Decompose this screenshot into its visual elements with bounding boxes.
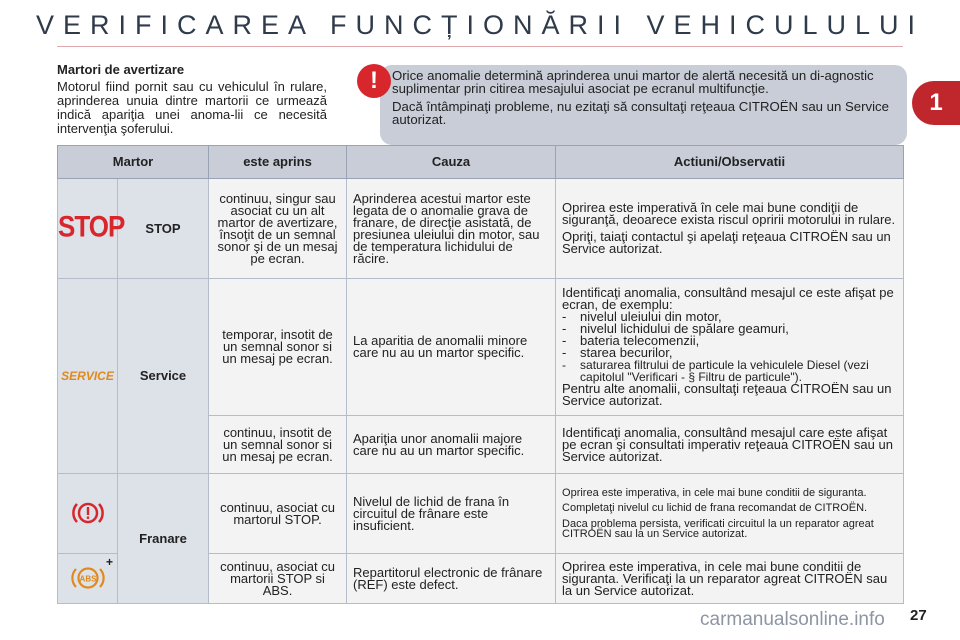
brake-icon-cell	[58, 474, 118, 554]
service-action-1	[556, 279, 904, 416]
brake-lit-1: continuu, asociat cu martorul STOP.	[209, 474, 347, 554]
header-actiuni: Actiuni/Observatii	[556, 146, 904, 179]
brake-warning-icon	[70, 498, 106, 528]
notice-paragraph-2: Dacă întâmpinaţi probleme, nu ezitaţi să consultaţi reţeaua CITROËN sau un Service autorizat.	[392, 99, 889, 127]
chapter-tab[interactable]: 1	[912, 81, 960, 125]
brake-action-1	[556, 474, 904, 554]
service-icon-cell	[58, 279, 118, 474]
brake-name: Franare	[118, 474, 209, 604]
header-cauza: Cauza	[347, 146, 556, 179]
service-action-2: Identificaţi anomalia, consultând mesajul care este afişat pe ecran şi consultati imperativ reţeaua CITROËN sau un Service autorizat.	[556, 416, 904, 474]
warning-lights-table	[57, 145, 904, 604]
stop-icon-cell	[58, 179, 125, 279]
title-divider	[57, 46, 903, 47]
abs-icon-label: ABS	[79, 574, 96, 583]
stop-action-p1: Oprirea este imperativă în cele mai bune condiţii de siguranţă, deoarece exista riscul opririi motorului in rulare.	[562, 200, 896, 227]
stop-lit: continuu, singur sau asociat cu un alt martor de avertizare, însoţit de un semnal sonor şi de un mesaj pe ecran.	[209, 179, 347, 279]
page-number: 27	[910, 607, 927, 624]
brake-action-p1: Oprirea este imperativa, in cele mai bune conditii de siguranta.	[562, 486, 867, 499]
service-lit-2: continuu, insotit de un semnal sonor si un mesaj pe ecran.	[209, 416, 347, 474]
stop-icon: STOP	[58, 208, 125, 244]
notice-paragraph-1: Orice anomalie determină aprinderea unui martor de alertă necesită un di-agnostic suplimentar prin citirea mesajului asociat pe ecranul multifuncţie.	[392, 68, 874, 96]
stop-cause: Aprinderea acestui martor este legata de o anomalie grava de franare, de direcţie asistată, de presiunea uleiului din motor, sau de temperatura lichidului de răcire.	[347, 179, 556, 279]
stop-name: STOP	[118, 179, 209, 279]
service-cause-2: Apariţia unor anomalii majore care nu au un martor specific.	[347, 416, 556, 474]
page-title: VERIFICAREA FUNCȚIONĂRII VEHICULULUI	[35, 10, 925, 40]
header-aprins: este aprins	[209, 146, 347, 179]
stop-action	[556, 179, 904, 279]
list-item: - nivelul lichidului de spălare geamuri,	[562, 321, 789, 336]
notice-box	[380, 65, 907, 145]
watermark: carmanualsonline.info	[700, 609, 885, 630]
list-item: - saturarea filtrului de particule la vehiculele Diesel (vezi capitolul "Verificari - § Filtru de particule").	[562, 358, 869, 384]
service-action-list	[562, 311, 897, 383]
brake-action-2: Oprirea este imperativa, in cele mai bune conditii de siguranta. Verificaţi la un reparator agreat CITROËN sau la un Service autorizat.	[556, 554, 904, 604]
stop-action-p2: Opriţi, taiaţi contactul şi apelaţi reţeaua CITROËN sau un Service autorizat.	[562, 229, 891, 256]
abs-warning-icon	[70, 563, 106, 593]
service-action-intro: Identificaţi anomalia, consultând mesajul ce este afişat pe ecran, de exemplu:	[562, 285, 894, 312]
exclamation-warning-icon: !	[357, 64, 391, 98]
brake-cause-2: Repartitorul electronic de frânare (REF) este defect.	[347, 554, 556, 604]
list-item: - bateria telecomenzii,	[562, 333, 700, 348]
intro-paragraph: Motorul fiind pornit sau cu vehiculul în rulare, aprinderea unuia dintre martorii ce urmează indică apariţia unei anoma-lii ce necesită intervenţia şoferului.	[57, 79, 327, 136]
table-row-service-1	[58, 279, 904, 416]
list-item: - nivelul uleiului din motor,	[562, 309, 722, 324]
service-icon: SERVICE	[61, 369, 114, 383]
table-row-brake-1	[58, 474, 904, 554]
table-header-row	[58, 146, 904, 179]
service-lit-1: temporar, insotit de un semnal sonor si un mesaj pe ecran.	[209, 279, 347, 416]
service-name: Service	[118, 279, 209, 474]
brake-lit-2: continuu, asociat cu martorii STOP si ABS.	[209, 554, 347, 604]
header-martor: Martor	[58, 146, 209, 179]
brake-cause-1: Nivelul de lichid de frana în circuitul de frânare este insuficient.	[347, 474, 556, 554]
table-row-stop	[58, 179, 904, 279]
abs-icon-cell	[58, 554, 118, 604]
service-cause-1: La aparitia de anomalii minore care nu au un martor specific.	[347, 279, 556, 416]
service-action-outro: Pentru alte anomalii, consultaţi reţeaua CITROËN sau un Service autorizat.	[562, 381, 892, 408]
intro-heading: Martori de avertizare	[57, 62, 185, 77]
list-item: - starea becurilor,	[562, 345, 673, 360]
brake-action-p2: Completaţi nivelul cu lichid de frana recomandat de CITROËN.	[562, 502, 868, 514]
brake-action-p3: Daca problema persista, verificati circuitul la un reparator agreat CITROËN sau la un Service autorizat.	[562, 517, 874, 540]
plus-icon: +	[105, 555, 113, 569]
